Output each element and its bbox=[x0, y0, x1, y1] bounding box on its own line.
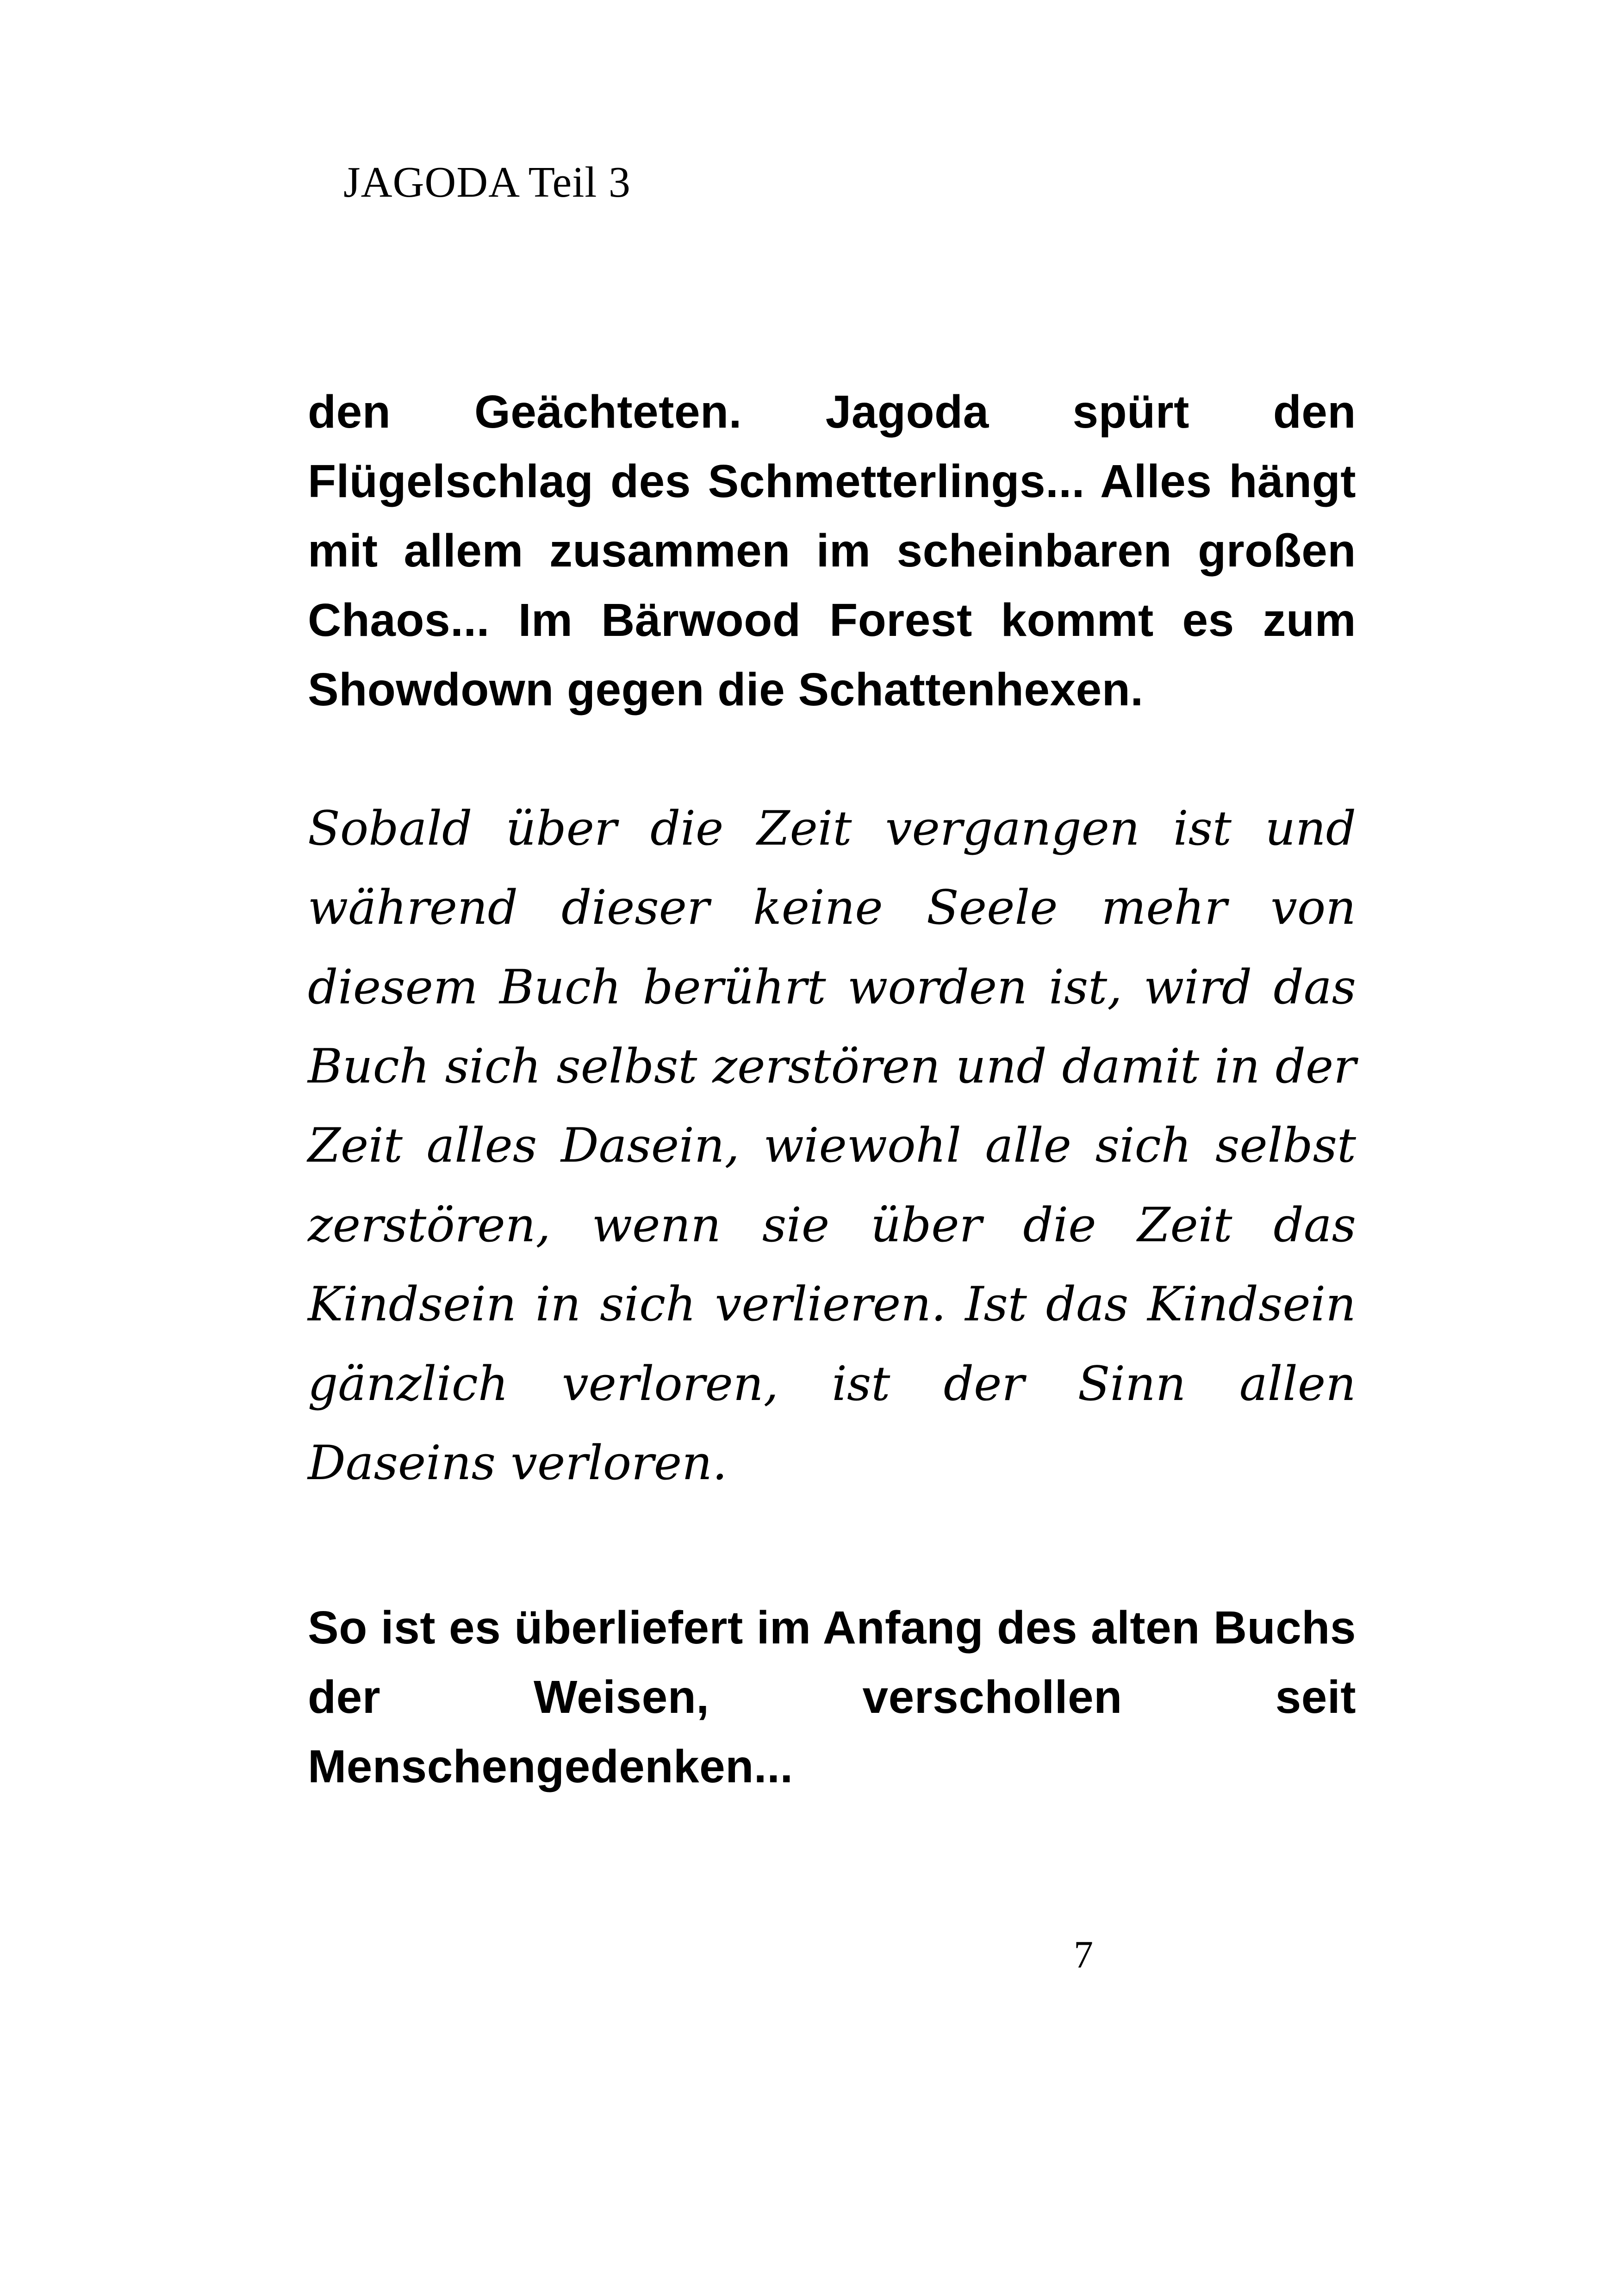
page-header-title: JAGODA Teil 3 bbox=[343, 158, 631, 206]
paragraph-synopsis: den Geächteten. Jagoda spürt den Flügelschlag des Schmetterlings... Alles hängt mit allem zusammen im scheinbaren großen Chaos... Im Bärwood Forest kommt es zum Showdown gegen die Schattenhexen. bbox=[308, 386, 1356, 716]
page-body bbox=[308, 377, 1356, 1801]
page-number: 7 bbox=[1074, 1933, 1093, 1976]
paragraph-handwritten-quote: Sobald über die Zeit vergangen ist und während dieser keine Seele mehr von diesem Buch berührt worden ist, wird das Buch sich selbst zerstören und damit in der Zeit alles Dasein, wiewohl alle sich selbst zerstören, wenn sie über die Zeit das Kindsein in sich verlieren. Ist das Kindsein gänzlich verloren, ist der Sinn allen Daseins verloren. bbox=[308, 801, 1356, 1491]
paragraph-closing: So ist es überliefert im Anfang des alten Buchs der Weisen, verschollen seit Menschengedenken... bbox=[308, 1602, 1356, 1793]
